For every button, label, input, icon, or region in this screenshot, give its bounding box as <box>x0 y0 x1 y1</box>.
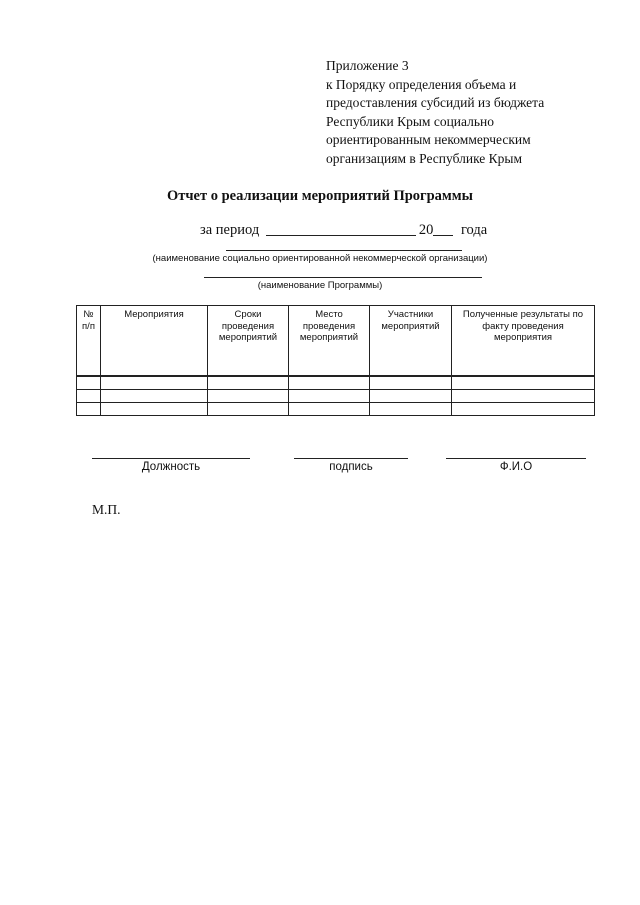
table-cell[interactable] <box>452 376 595 390</box>
stamp-place: М.П. <box>92 502 121 517</box>
document-title: Отчет о реализации мероприятий Программы <box>166 188 474 204</box>
table-cell[interactable] <box>101 402 208 415</box>
table-header-cell: Участники мероприятий <box>370 306 452 376</box>
table-cell[interactable] <box>77 389 101 402</box>
period-blank <box>266 235 416 236</box>
position-signature-line <box>92 458 250 459</box>
sign-label: подпись <box>329 461 373 473</box>
name-label: Ф.И.О <box>499 461 533 473</box>
period-suffix: года <box>460 222 488 238</box>
table-cell[interactable] <box>77 376 101 390</box>
table-row <box>77 402 595 415</box>
appendix-line: Приложение 3 <box>326 58 409 73</box>
report-table <box>76 305 595 416</box>
table-cell[interactable] <box>208 402 289 415</box>
table-cell[interactable] <box>370 402 452 415</box>
table-cell[interactable] <box>101 389 208 402</box>
appendix-line: предоставления субсидий из бюджета <box>326 95 545 110</box>
table-cell[interactable] <box>101 376 208 390</box>
period-prefix: за период <box>200 222 260 238</box>
program-name-line <box>204 277 482 278</box>
table-cell[interactable] <box>370 389 452 402</box>
table-header-cell: Полученные результаты по факту проведения мероприятия <box>452 306 595 376</box>
table-cell[interactable] <box>289 376 370 390</box>
organization-name-line <box>226 250 462 251</box>
table-header-cell: Мероприятия <box>101 306 208 376</box>
appendix-line: к Порядку определения объема и <box>326 76 517 92</box>
table-cell[interactable] <box>208 389 289 402</box>
appendix-header <box>326 57 544 168</box>
table-cell[interactable] <box>452 402 595 415</box>
table-cell[interactable] <box>77 402 101 415</box>
table-cell[interactable] <box>370 376 452 390</box>
appendix-line: организациям в Республике Крым <box>326 150 523 166</box>
sign-signature-line <box>294 458 408 459</box>
table-header-cell: № п/п <box>77 306 101 376</box>
appendix-line: Республики Крым социально <box>326 113 495 129</box>
organization-caption: (наименование социально ориентированной некоммерческой организации) <box>152 253 488 264</box>
table-cell[interactable] <box>452 389 595 402</box>
table-header-row <box>77 306 595 376</box>
position-label: Должность <box>141 461 201 473</box>
table-cell[interactable] <box>208 376 289 390</box>
table-header-cell: Сроки проведения мероприятий <box>208 306 289 376</box>
appendix-line: ориентированным некоммерческим <box>326 132 531 147</box>
year-blank <box>433 235 453 236</box>
table-cell[interactable] <box>289 402 370 415</box>
period-line <box>200 222 487 239</box>
table-row <box>77 389 595 402</box>
name-signature-line <box>446 458 586 459</box>
table-row <box>77 376 595 390</box>
table-cell[interactable] <box>289 389 370 402</box>
program-caption: (наименование Программы) <box>257 280 383 291</box>
period-year-prefix: 20 <box>418 222 434 238</box>
table-header-cell: Место проведения мероприятий <box>289 306 370 376</box>
